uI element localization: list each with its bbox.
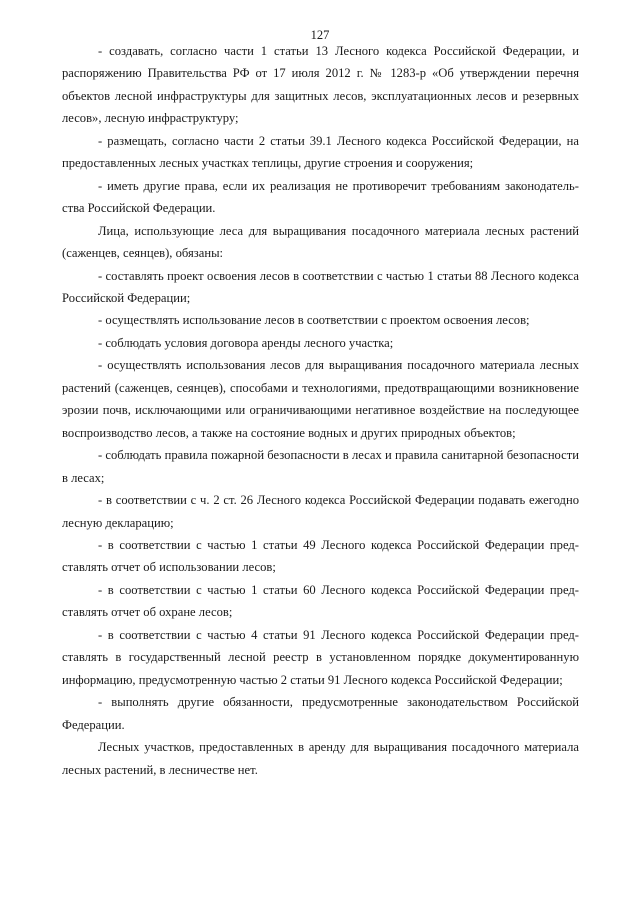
paragraph-obligation-protection-report: - в соответствии с частью 1 статьи 60 Лесного кодекса Российской Федерации представлять отчет об охране лесов;	[62, 582, 579, 620]
paragraph-obligation-use-report: - в соответствии с частью 1 статьи 49 Лесного кодекса Российской Федерации представлять отчет об использовании лесов;	[62, 537, 579, 575]
paragraph-right-other: - иметь другие права, если их реализация не противоречит требованиям законодательства Российской Федерации.	[62, 178, 579, 216]
paragraph-obligation-project: - составлять проект освоения лесов в соответствии с частью 1 статьи 88 Лесного кодекса Российской Федерации;	[62, 268, 579, 305]
document-body	[62, 40, 579, 781]
paragraph-obligation-use-per-project: - осуществлять использование лесов в соответствии с проектом освоения лесов;	[98, 313, 530, 328]
paragraph-obligation-lease-terms: - соблюдать условия договора аренды лесного участка;	[98, 335, 394, 350]
paragraph-obligation-technologies: - осуществлять использования лесов для выращивания посадочного материала лесных растений (саженцев, сеянцев), способами и технологиями, предотвращающими возникновение эрозии почв, исключающими или ограничивающими негативное воздействие на последующее воспроизводство лесов, а также на состояние водных и других природных объектов;	[62, 358, 579, 440]
paragraph-closing-note: Лесных участков, предоставленных в аренду для выращивания посадочного материала лесных растений, в лесничестве нет.	[62, 740, 579, 777]
paragraph-right-place-greenhouses: - размещать, согласно части 2 статьи 39.1 Лесного кодекса Российской Федерации, на предоставленных лесных участках теплицы, другие строения и сооружения;	[62, 133, 579, 171]
paragraph-right-create-infrastructure: - создавать, согласно части 1 статьи 13 Лесного кодекса Российской Федерации, и распоряжению Правительства РФ от 17 июля 2012 г. № 1283-р «Об утверждении перечня объектов лесной инфраструктуры для защитных лесов, эксплуатационных лесов и резервных лесов», лесную инфраструктуру;	[62, 44, 579, 126]
paragraph-obligation-registry: - в соответствии с частью 4 статьи 91 Лесного кодекса Российской Федерации представлять в государственный лесной реестр в установленном порядке документированную информацию, предусмотренную частью 2 статьи 91 Лесного кодекса Российской Федерации;	[62, 627, 579, 687]
paragraph-obligations-intro: Лица, использующие леса для выращивания посадочного материала лесных растений (саженцев, сеянцев), обязаны:	[62, 223, 579, 261]
paragraph-obligation-other: - выполнять другие обязанности, предусмотренные законодательством Российской Федерации.	[62, 695, 579, 732]
paragraph-obligation-fire-safety: - соблюдать правила пожарной безопасности в лесах и правила санитарной безопасности в лесах;	[62, 448, 579, 485]
page-number: 127	[310, 28, 330, 42]
paragraph-obligation-declaration: - в соответствии с ч. 2 ст. 26 Лесного кодекса Российской Федерации подавать ежегодно лесную декларацию;	[62, 493, 579, 530]
